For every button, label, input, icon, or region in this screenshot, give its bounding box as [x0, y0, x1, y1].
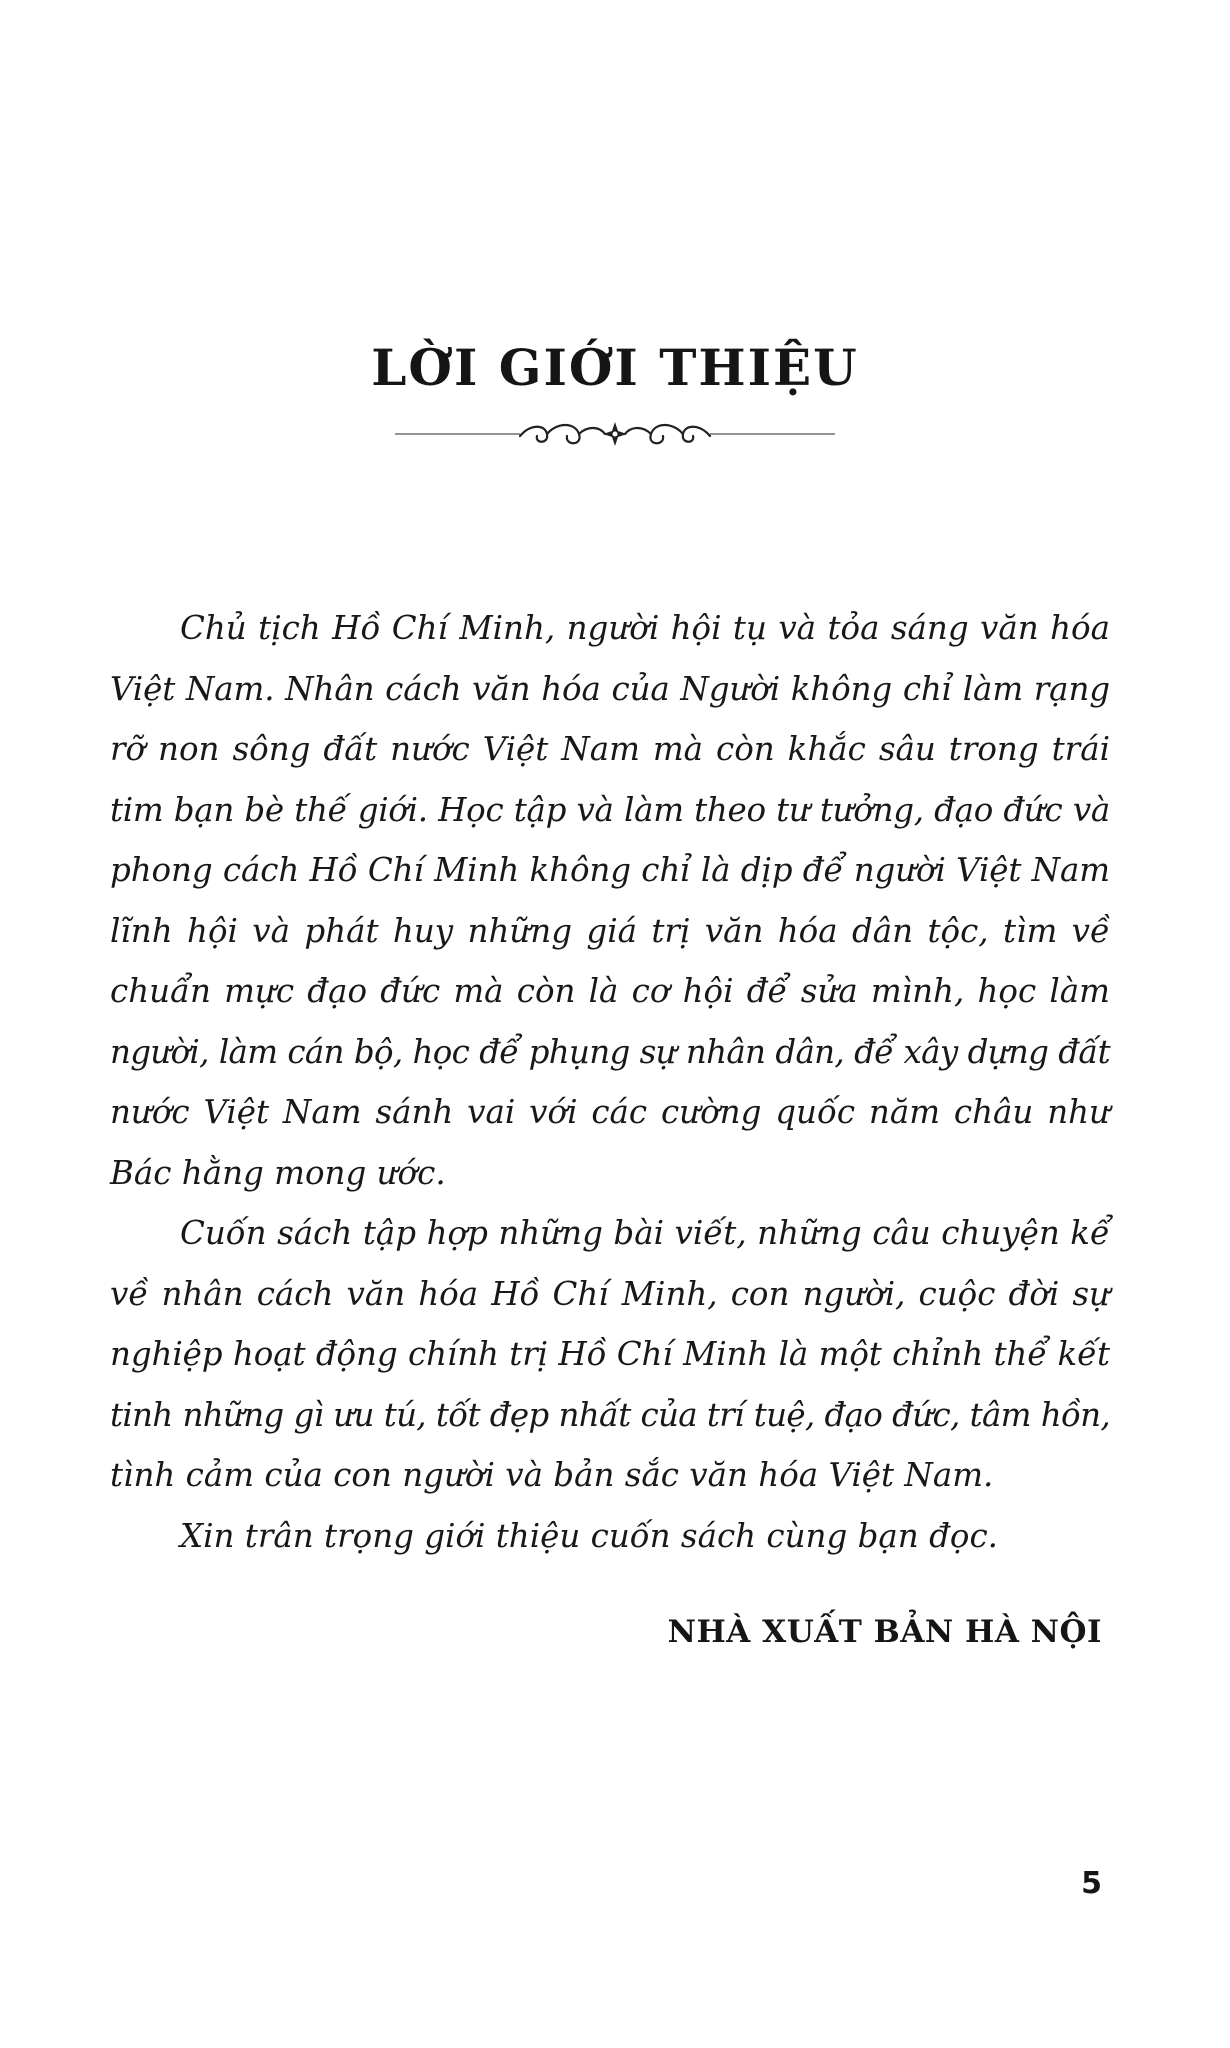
text-line: Việt Nam. Nhân cách văn hóa của Người không chỉ làm rạng	[110, 669, 1110, 708]
text-line: lĩnh hội và phát huy những giá trị văn hóa dân tộc, tìm về	[110, 911, 1110, 950]
text-line: Xin trân trọng giới thiệu cuốn sách cùng bạn đọc.	[180, 1516, 998, 1555]
text-line: Cuốn sách tập hợp những bài viết, những câu chuyện kể	[180, 1214, 1110, 1252]
paragraph-1	[110, 598, 1110, 1203]
text-line: Chủ tịch Hồ Chí Minh, người hội tụ và tỏa sáng văn hóa	[180, 609, 1110, 647]
ornament-divider	[395, 414, 835, 454]
paragraph-2	[110, 1203, 1110, 1506]
page-number: 5	[1081, 1866, 1102, 1901]
text-line: về nhân cách văn hóa Hồ Chí Minh, con người, cuộc đời sự	[110, 1274, 1110, 1313]
text-line: tinh những gì ưu tú, tốt đẹp nhất của trí tuệ, đạo đức, tâm hồn,	[110, 1395, 1110, 1434]
text-line: phong cách Hồ Chí Minh không chỉ là dịp để người Việt Nam	[110, 851, 1110, 889]
text-line: tình cảm của con người và bản sắc văn hóa Việt Nam.	[110, 1456, 994, 1494]
text-line: Bác hằng mong ước.	[110, 1153, 446, 1192]
text-line: nước Việt Nam sánh vai với các cường quốc năm châu như	[110, 1093, 1110, 1131]
text-line: rỡ non sông đất nước Việt Nam mà còn khắc sâu trong trái	[110, 730, 1110, 768]
text-line: chuẩn mực đạo đức mà còn là cơ hội để sửa mình, học làm	[110, 972, 1110, 1010]
paragraph-3	[110, 1506, 1110, 1567]
text-line: người, làm cán bộ, học để phụng sự nhân dân, để xây dựng đất	[110, 1032, 1110, 1071]
publisher-signature: NHÀ XUẤT BẢN HÀ NỘI	[667, 1614, 1102, 1650]
page-title: LỜI GIỚI THIỆU	[371, 338, 859, 397]
text-line: nghiệp hoạt động chính trị Hồ Chí Minh là một chỉnh thể kết	[110, 1335, 1110, 1373]
text-line: tim bạn bè thế giới. Học tập và làm theo tư tưởng, đạo đức và	[110, 790, 1110, 829]
body-text	[110, 598, 1110, 1566]
